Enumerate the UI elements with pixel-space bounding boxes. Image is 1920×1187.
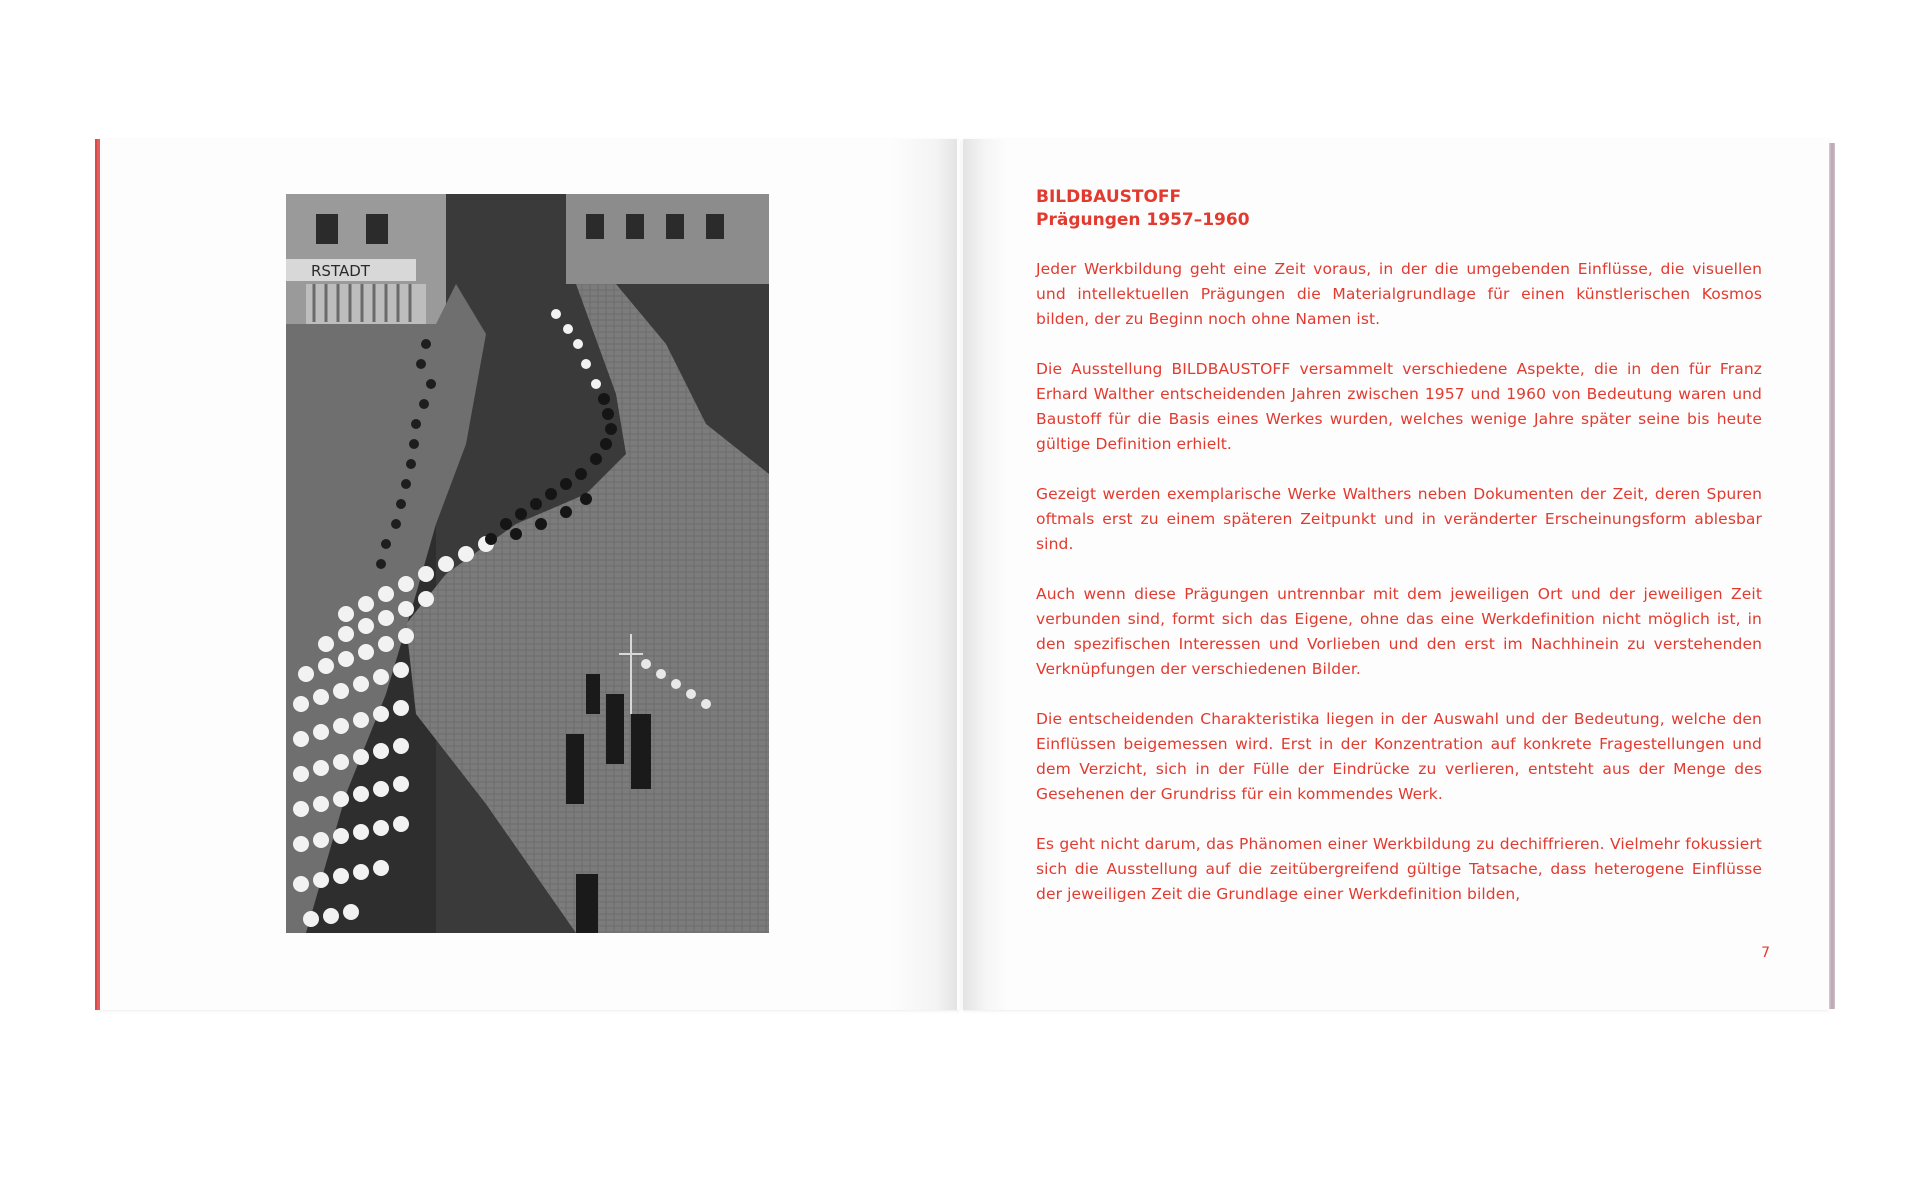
- paragraph-6: Es geht nicht darum, das Phänomen einer Werkbildung zu dechiffrieren. Vielmehr fokussiert sich die Ausstellung auf die zeitübergreifend gültige Tatsache, dass heterogene Einflüsse der jeweiligen Zeit die Grundlage einer Werkdefinition bilden,: [1036, 835, 1762, 903]
- page-subtitle: Prägungen 1957–1960: [1036, 210, 1250, 230]
- shop-sign: RSTADT: [311, 262, 370, 280]
- page-number: 7: [1761, 945, 1770, 961]
- essay-text-block: [1036, 186, 1762, 907]
- procession-photograph: [286, 194, 769, 933]
- paragraph-4: Auch wenn diese Prägungen untrennbar mit dem jeweiligen Ort und der jeweiligen Zeit verbunden sind, formt sich das Eigene, ohne das eine Werkdefinition nicht möglich ist, in den spezifischen Interessen und Vorlieben und den erst im Nachhinein zu verstehenden Verknüpfungen der verschiedenen Bilder.: [1036, 585, 1762, 678]
- paragraph-3: Gezeigt werden exemplarische Werke Walthers neben Dokumenten der Zeit, deren Spuren oftmals erst zu einem späteren Zeitpunkt und in veränderter Erscheinungsform ablesbar sind.: [1036, 485, 1762, 553]
- page-title: BILDBAUSTOFF: [1036, 187, 1182, 207]
- paragraph-2: Die Ausstellung BILDBAUSTOFF versammelt verschiedene Aspekte, die in den für Franz Erhard Walther entscheidenden Jahren zwischen 1957 und 1960 von Bedeutung waren und Baustoff für die Basis eines Werkes wurden, welches wenige Jahre später seine bis heute gültige Definition erhielt.: [1036, 360, 1762, 453]
- page-edges-right: [1829, 143, 1835, 1009]
- photo-illustration: [286, 194, 769, 933]
- gutter-shadow-left: [890, 139, 957, 1010]
- paragraph-5: Die entscheidenden Charakteristika liegen in der Auswahl und der Bedeutung, welche den Einflüssen beigemessen wird. Erst in der Konzentration auf konkrete Fragestellungen und dem Verzicht, sich in der Fülle der Eindrücke zu verlieren, entsteht aus der Menge des Gesehenen der Grundriss für ein kommendes Werk.: [1036, 710, 1762, 803]
- paragraph-1: Jeder Werkbildung geht eine Zeit voraus, in der die umgebenden Einflüsse, die visuellen und intellektuellen Prägungen die Materialgrundlage für einen künstlerischen Kosmos bilden, der zu Beginn noch ohne Namen ist.: [1036, 260, 1762, 328]
- gutter-shadow-right: [963, 139, 1008, 1010]
